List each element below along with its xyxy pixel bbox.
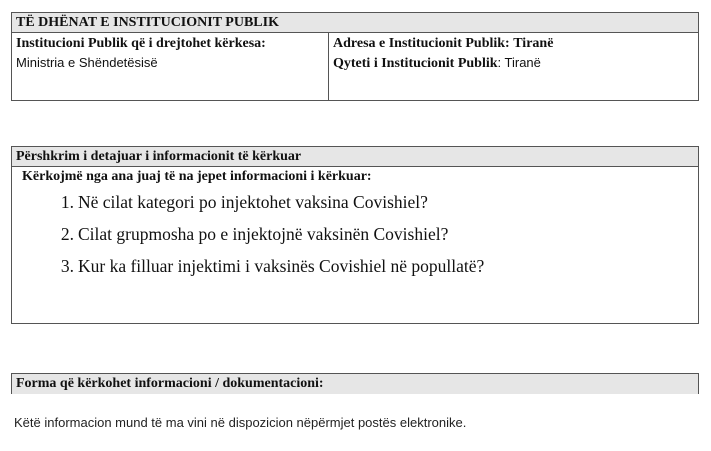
address-label: Adresa e Institucionit Publik:: [333, 36, 510, 51]
question-text: Cilat grupmosha po e injektojnë vaksinën Covishiel?: [78, 224, 449, 244]
city-value: : Tiranë: [497, 55, 541, 70]
delivery-note: Këtë informacion mund të ma vini në dispozicion nëpërmjet postës elektronike.: [14, 415, 467, 430]
requested-institution-cell: [12, 33, 329, 100]
requested-institution-label: Institucioni Publik që i drejtohet kërkesa:: [16, 36, 266, 51]
question-number: 3.: [60, 256, 74, 276]
question-text: Kur ka filluar injektimi i vaksinës Covishiel në popullatë?: [78, 256, 485, 276]
details-section: [11, 146, 699, 324]
details-lead: Kërkojmë nga ana juaj të na jepet informacioni i kërkuar:: [22, 169, 372, 184]
requested-institution-value: Ministria e Shëndetësisë: [16, 55, 158, 70]
institution-section: [11, 12, 699, 101]
institution-address-cell: [329, 33, 698, 100]
form-header: Forma që kërkohet informacioni / dokumentacioni:: [12, 374, 698, 394]
city-label: Qyteti i Institucionit Publik: [333, 56, 498, 71]
question-number: 1.: [60, 192, 74, 212]
question-text: Në cilat kategori po injektohet vaksina Covishiel?: [78, 192, 428, 212]
question-number: 2.: [60, 224, 74, 244]
institution-header: TË DHËNAT E INSTITUCIONIT PUBLIK: [12, 13, 698, 33]
details-header: Përshkrim i detajuar i informacionit të kërkuar: [12, 147, 698, 167]
address-value: Tiranë: [513, 36, 554, 51]
form-section: [11, 373, 699, 394]
